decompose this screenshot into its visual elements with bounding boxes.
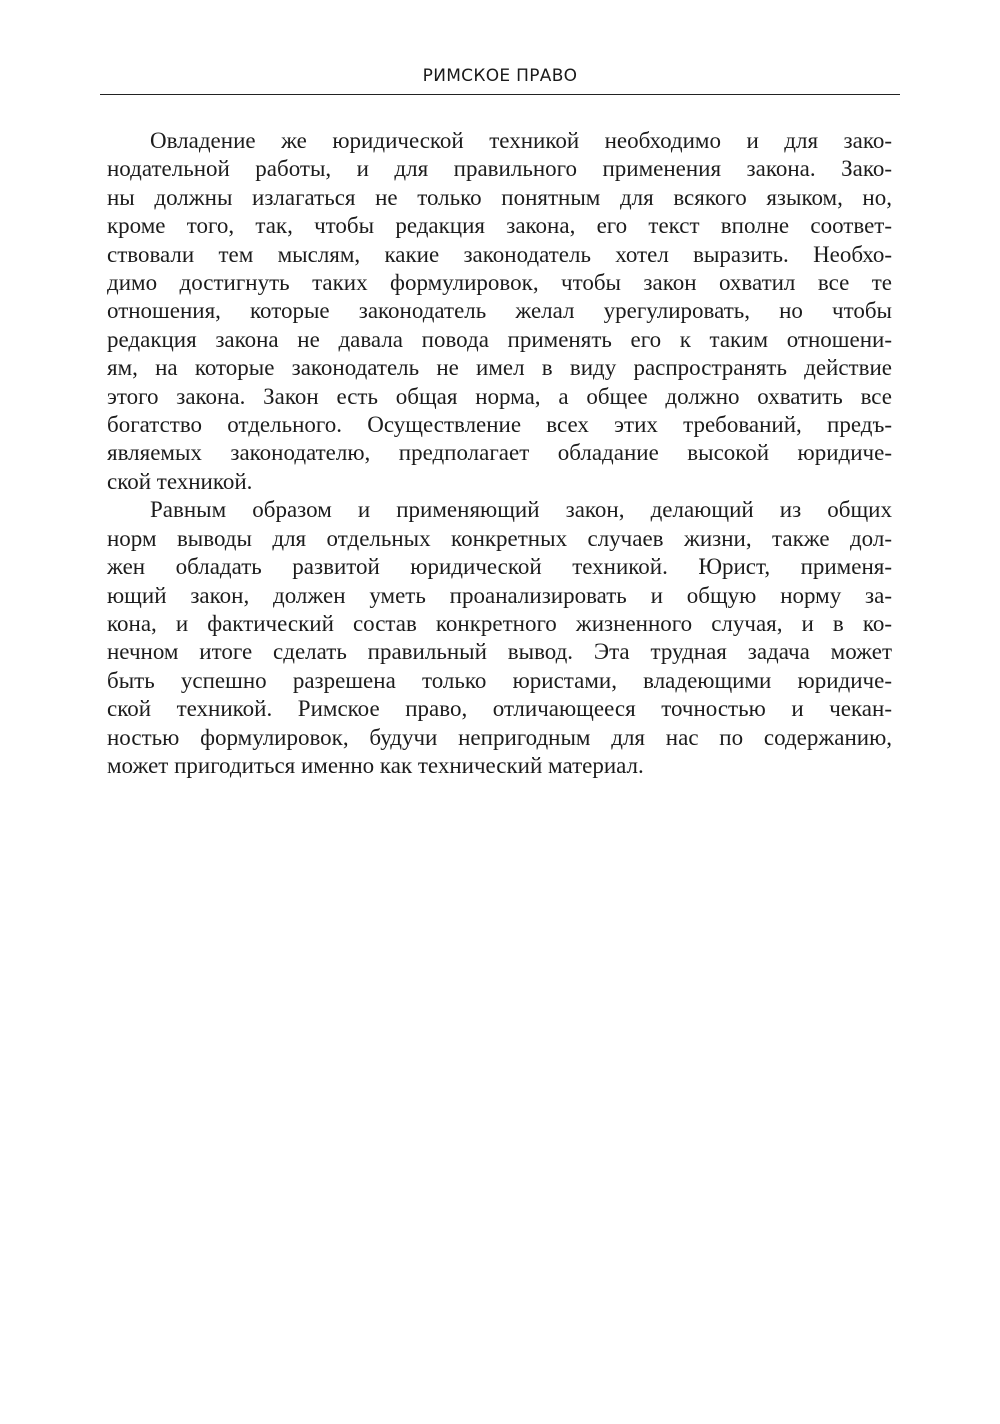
text-line: ностью формулировок, будучи непригодным для нас по содержанию, bbox=[107, 724, 892, 750]
running-header: РИМСКОЕ ПРАВО bbox=[422, 66, 578, 86]
text-line: быть успешно разрешена только юристами, владеющими юридиче- bbox=[107, 667, 892, 693]
text-line: жен обладать развитой юридической техникой. Юрист, применя- bbox=[107, 554, 892, 580]
text-line: ны должны излагаться не только понятным для всякого языком, но, bbox=[107, 184, 892, 210]
text-line: Овладение же юридической техникой необходимо и для зако- bbox=[150, 128, 892, 153]
text-line: редакция закона не давала повода применять его к таким отношени- bbox=[107, 326, 892, 352]
text-line: норм выводы для отдельных конкретных случаев жизни, также дол- bbox=[107, 525, 892, 551]
text-line: этого закона. Закон есть общая норма, а общее должно охватить все bbox=[107, 383, 892, 409]
text-line: димо достигнуть таких формулировок, чтобы закон охватил все те bbox=[107, 270, 892, 296]
text-line: нодательной работы, и для правильного применения закона. Зако- bbox=[107, 156, 892, 182]
text-line: кона, и фактический состав конкретного жизненного случая, и в ко- bbox=[107, 610, 892, 636]
header-divider bbox=[100, 94, 900, 95]
text-line: отношения, которые законодатель желал урегулировать, но чтобы bbox=[107, 298, 892, 324]
text-line: Равным образом и применяющий закон, делающий из общих bbox=[150, 497, 892, 523]
text-line: кроме того, так, чтобы редакция закона, его текст вполне соответ- bbox=[107, 213, 892, 239]
text-line: ствовали тем мыслям, какие законодатель хотел выразить. Необхо- bbox=[107, 241, 892, 267]
text-line: являемых законодателю, предполагает обладание высокой юридиче- bbox=[107, 440, 892, 466]
text-line: ской техникой. Римское право, отличающееся точностью и чекан- bbox=[107, 696, 892, 722]
text-line: богатство отдельного. Осуществление всех этих требований, предъ- bbox=[107, 412, 892, 438]
body-text bbox=[107, 127, 892, 780]
text-line: ской техникой. bbox=[107, 468, 253, 494]
text-line: ющий закон, должен уметь проанализировать и общую норму за- bbox=[107, 582, 892, 608]
text-line: ям, на которые законодатель не имел в виду распространять действие bbox=[107, 355, 892, 381]
text-line: может пригодиться именно как технический материал. bbox=[107, 752, 644, 778]
text-line: нечном итоге сделать правильный вывод. Эта трудная задача может bbox=[107, 639, 892, 665]
paragraph bbox=[107, 127, 892, 496]
paragraph bbox=[107, 496, 892, 780]
